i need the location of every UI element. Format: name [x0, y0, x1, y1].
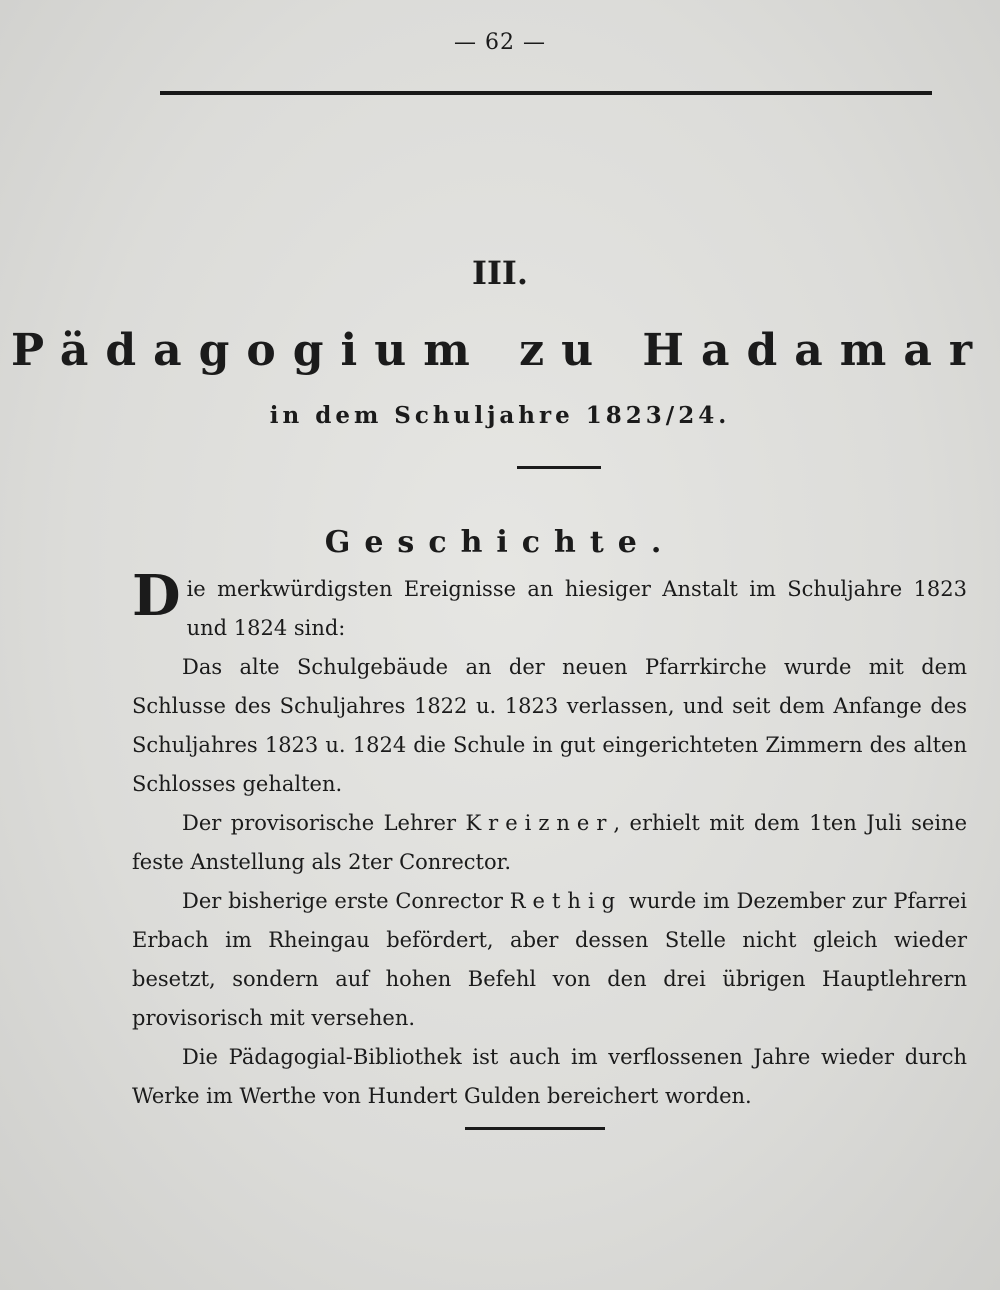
paragraph-4 — [132, 882, 967, 1038]
page-number: — 62 — — [454, 30, 546, 55]
person-name-rethig: Rethig — [509, 889, 623, 913]
paragraph-4-after: wurde im Dezember zur Pfarrei Erbach im Rheingau befördert, aber dessen Stelle nicht gleich wieder besetzt, sondern auf hohen Befehl von den drei übrigen Hauptlehrern provisorisch mit versehen. — [132, 889, 968, 1030]
paragraph-5 — [132, 1038, 967, 1116]
closing-rule — [465, 1127, 605, 1130]
paragraph-3 — [132, 804, 967, 882]
person-name-kreizner: Kreizner — [465, 811, 614, 835]
page-title: Pädagogium zu Hadamar — [10, 325, 990, 376]
paragraph-3-after: , erhielt mit dem 1ten Juli seine feste Anstellung als 2ter Conrector. — [132, 811, 967, 874]
header-rule — [160, 91, 932, 95]
title-divider — [517, 466, 601, 469]
paragraph-1 — [132, 563, 967, 648]
page-subtitle: in dem Schuljahre 1823/24. — [269, 402, 731, 429]
paragraph-3-before: Der provisorische Lehrer — [182, 811, 466, 835]
paragraph-1-text: ie merkwürdigsten Ereignisse an hiesiger Anstalt im Schuljahre 1823 und 1824 sind: — [186, 577, 967, 640]
paragraph-4-before: Der bisherige erste Conrector — [182, 889, 510, 913]
paragraph-5-text: Die Pädagogial-Bibliothek ist auch im verflossenen Jahre wieder durch Werke im Werthe von Hundert Gulden bereichert worden. — [132, 1045, 967, 1108]
section-heading: Geschichte. — [324, 525, 676, 560]
chapter-number: III. — [471, 254, 529, 292]
body-text — [132, 563, 968, 1116]
paragraph-2 — [132, 648, 967, 804]
drop-cap: D — [132, 563, 181, 629]
paragraph-2-text: Das alte Schulgebäude an der neuen Pfarrkirche wurde mit dem Schlusse des Schuljahres 1822 u. 1823 verlassen, und seit dem Anfange des Schuljahres 1823 u. 1824 die Schule in gut eingerichteten Zimmern des alten Schlosses gehalten. — [132, 655, 967, 796]
